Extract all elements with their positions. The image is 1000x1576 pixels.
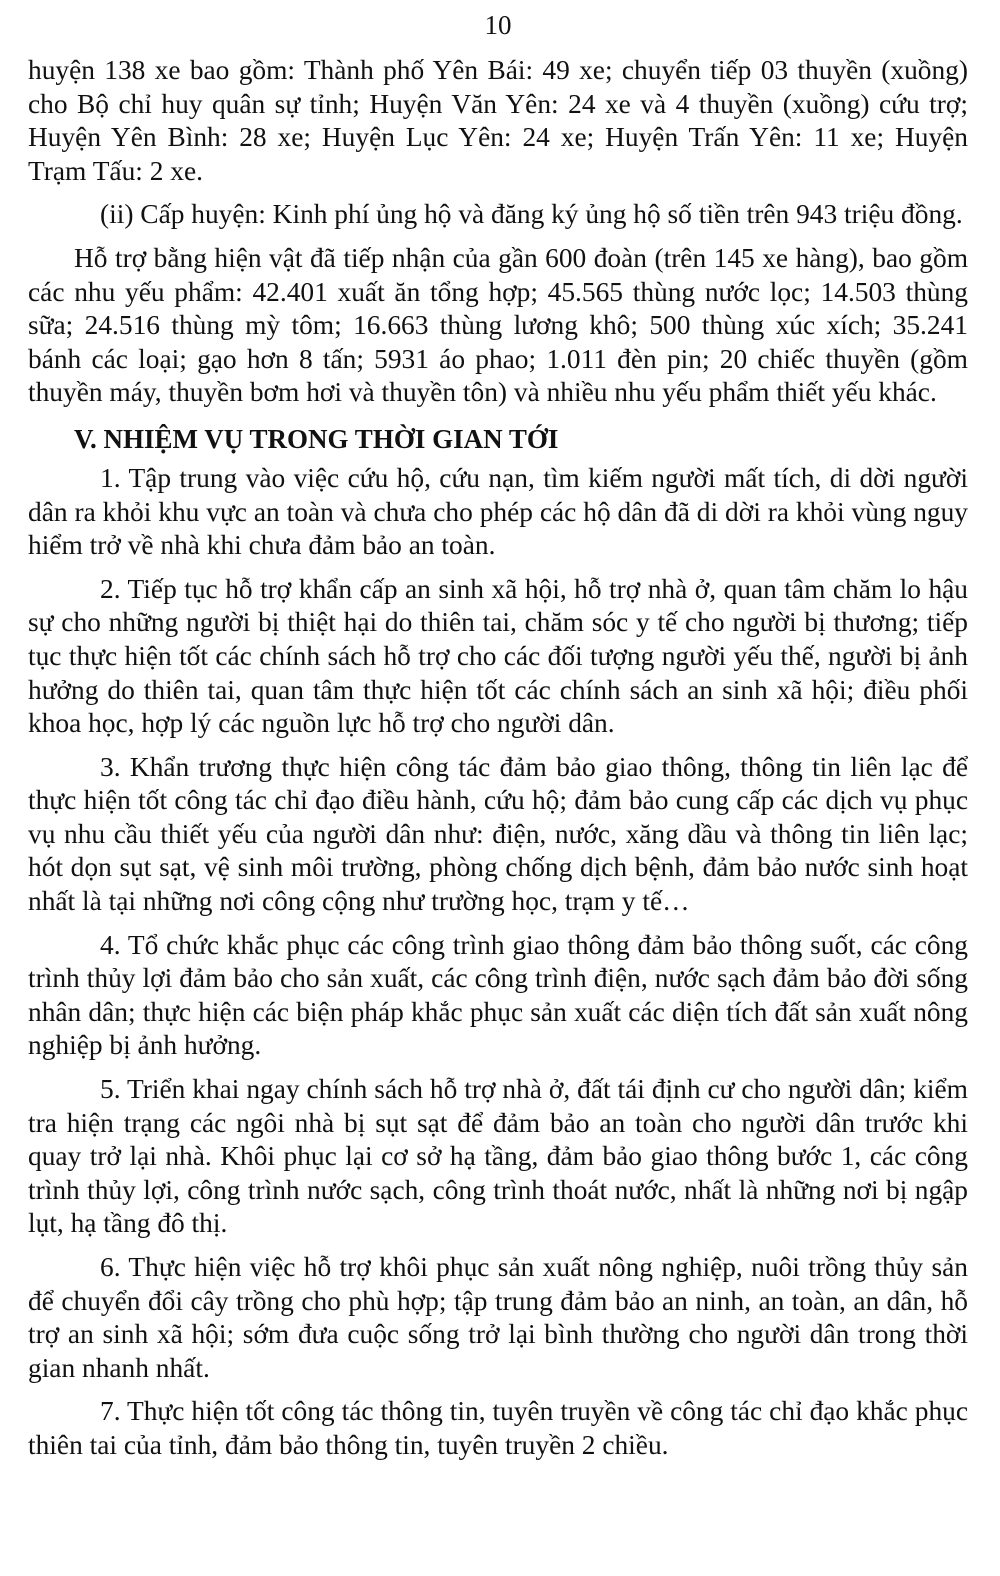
task-item-7: 7. Thực hiện tốt công tác thông tin, tuyên truyền về công tác chỉ đạo khắc phục thiên tai của tỉnh, đảm bảo thông tin, tuyên truyền 2 chiều.: [28, 1396, 968, 1460]
document-page: [28, 0, 968, 1463]
paragraph-in-kind-support: Hỗ trợ bằng hiện vật đã tiếp nhận của gần 600 đoàn (trên 145 xe hàng), bao gồm các nhu yếu phẩm: 42.401 xuất ăn tổng hợp; 45.565 thùng nước lọc; 14.503 thùng sữa; 24.516 thùng mỳ tôm; 16.663 thùng lương khô; 500 thùng xúc xích; 35.241 bánh các loại; gạo hơn 8 tấn; 5931 áo phao; 1.011 đèn pin; 20 chiếc thuyền (gồm thuyền máy, thuyền bơm hơi và thuyền tôn) và nhiều nhu yếu phẩm thiết yếu khác.: [28, 242, 968, 408]
section-heading: V. NHIỆM VỤ TRONG THỜI GIAN TỚI: [74, 423, 559, 454]
paragraph-vehicles: huyện 138 xe bao gồm: Thành phố Yên Bái: 49 xe; chuyển tiếp 03 thuyền (xuồng) cho Bộ chỉ huy quân sự tỉnh; Huyện Văn Yên: 24 xe và 4 thuyền (xuồng) cứu trợ; Huyện Yên Bình: 28 xe; Huyện Lục Yên: 24 xe; Huyện Trấn Yên: 11 xe; Huyện Trạm Tấu: 2 xe.: [28, 55, 968, 186]
task-item-4: 4. Tổ chức khắc phục các công trình giao thông đảm bảo thông suốt, các công trình thủy lợi đảm bảo cho sản xuất, các công trình điện, nước sạch đảm bảo đời sống nhân dân; thực hiện các biện pháp khắc phục sản xuất các diện tích đất sản xuất nông nghiệp bị ảnh hưởng.: [28, 929, 968, 1061]
page-number: 10: [484, 10, 512, 40]
task-item-1: 1. Tập trung vào việc cứu hộ, cứu nạn, tìm kiếm người mất tích, di dời người dân ra khỏi khu vực an toàn và chưa cho phép các hộ dân đã di dời ra khỏi vùng nguy hiểm trở về nhà khi chưa đảm bảo an toàn.: [28, 462, 968, 561]
task-item-3: 3. Khẩn trương thực hiện công tác đảm bảo giao thông, thông tin liên lạc để thực hiện tốt công tác chỉ đạo điều hành, cứu hộ; đảm bảo cung cấp các dịch vụ phục vụ nhu cầu thiết yếu của người dân như: điện, nước, xăng dầu và thông tin liên lạc; hót dọn sụt sạt, vệ sinh môi trường, phòng chống dịch bệnh, đảm bảo nước sinh hoạt nhất là tại những nơi công cộng như trường học, trạm y tế…: [28, 751, 968, 917]
paragraph-district-funding: (ii) Cấp huyện: Kinh phí ủng hộ và đăng ký ủng hộ số tiền trên 943 triệu đồng.: [100, 199, 963, 230]
task-item-6: 6. Thực hiện việc hỗ trợ khôi phục sản xuất nông nghiệp, nuôi trồng thủy sản để chuyển đổi cây trồng cho phù hợp; tập trung đảm bảo an ninh, an toàn, an dân, hỗ trợ an sinh xã hội; sớm đưa cuộc sống trở lại bình thường cho người dân trong thời gian nhanh nhất.: [28, 1252, 968, 1383]
task-item-5: 5. Triển khai ngay chính sách hỗ trợ nhà ở, đất tái định cư cho người dân; kiểm tra hiện trạng các ngôi nhà bị sụt sạt để đảm bảo an toàn cho người dân trước khi quay trở lại nhà. Khôi phục lại cơ sở hạ tầng, đảm bảo giao thông bước 1, các công trình thủy lợi, công trình nước sạch, công trình thoát nước, nhất là những nơi bị ngập lụt, hạ tầng đô thị.: [28, 1074, 968, 1239]
task-item-2: 2. Tiếp tục hỗ trợ khẩn cấp an sinh xã hội, hỗ trợ nhà ở, quan tâm chăm lo hậu sự cho những người bị thiệt hại do thiên tai, chăm sóc y tế cho người bị thương; tiếp tục thực hiện tốt các chính sách hỗ trợ cho các đối tượng người yếu thế, người bị ảnh hưởng do thiên tai, quan tâm thực hiện tốt các chính sách an sinh xã hội; điều phối khoa học, hợp lý các nguồn lực hỗ trợ cho người dân.: [28, 573, 968, 739]
